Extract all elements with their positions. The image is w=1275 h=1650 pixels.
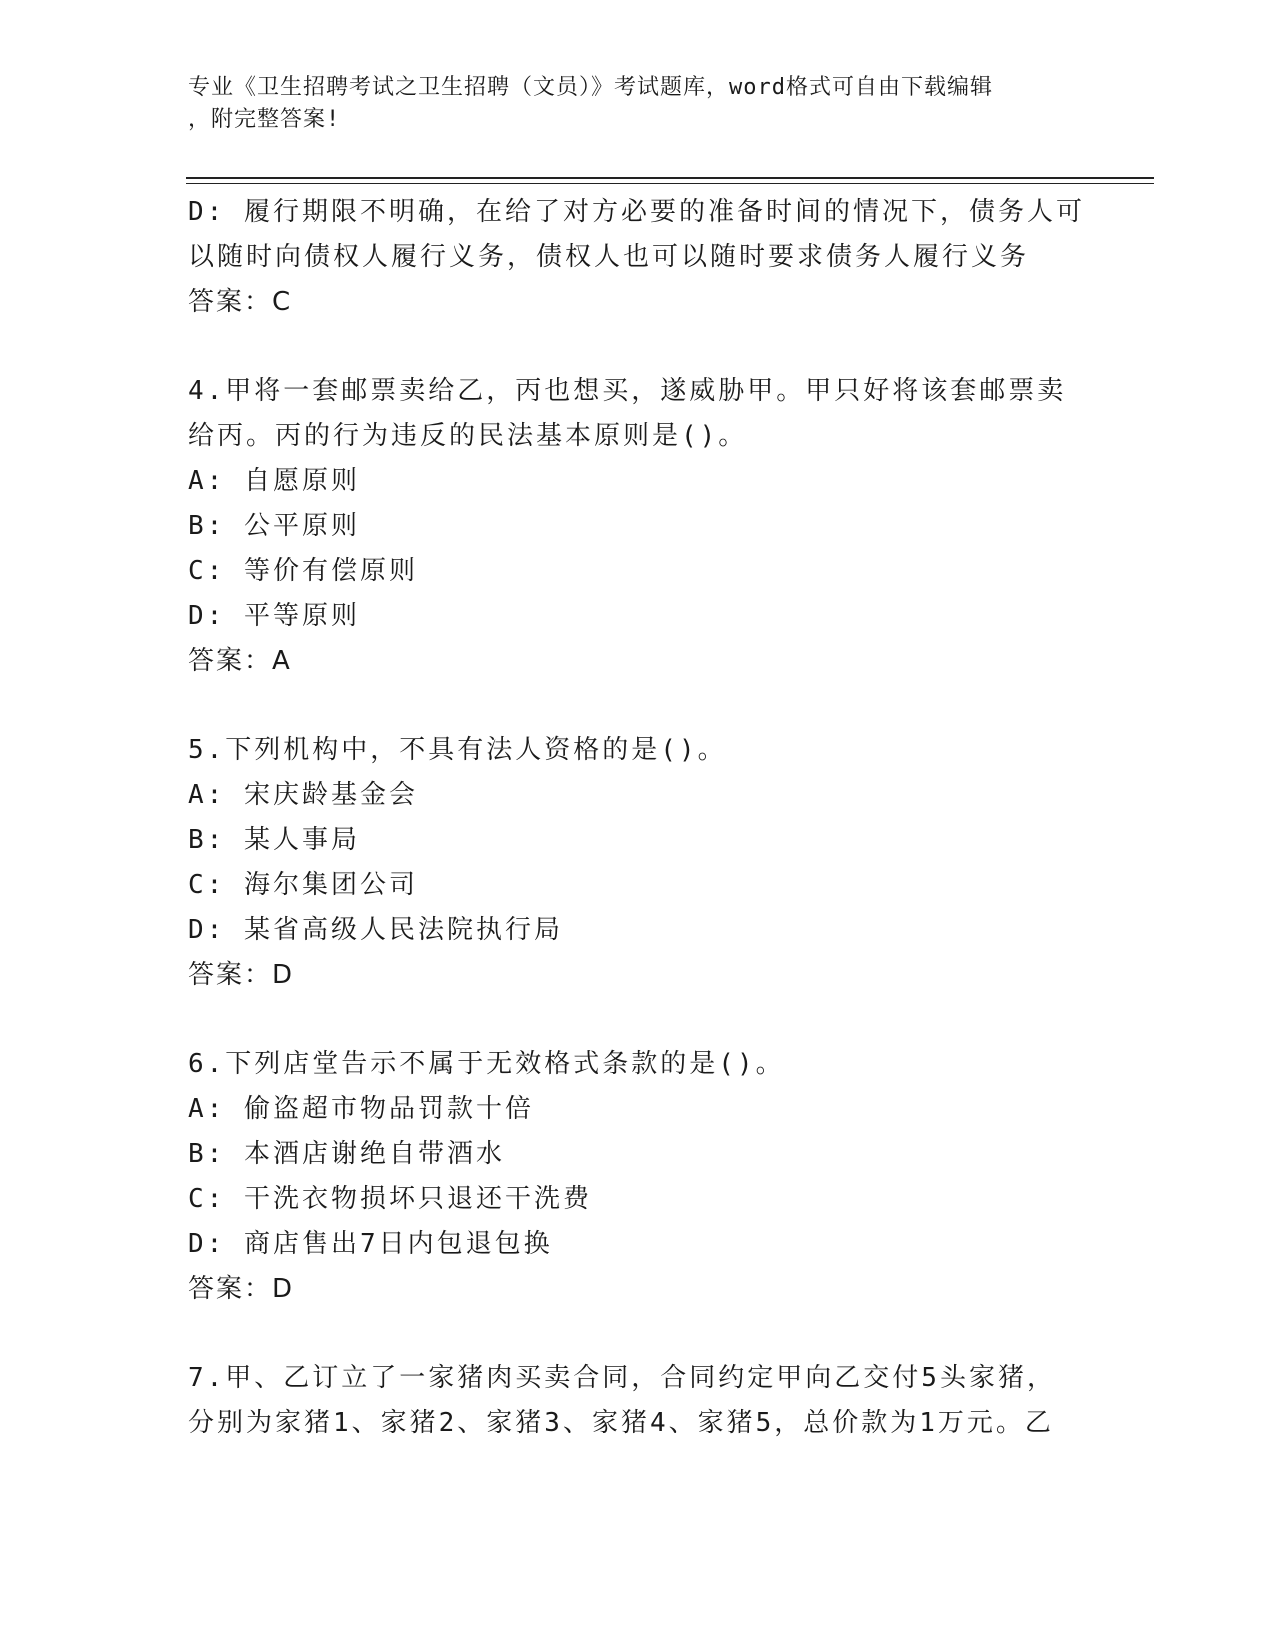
question-5 [188, 728, 1088, 998]
question-stem-line-2: 分别为家猪1、家猪2、家猪3、家猪4、家猪5，总价款为1万元。乙 [188, 1408, 1054, 1438]
header-line-1: 专业《卫生招聘考试之卫生招聘（文员）》考试题库，word格式可自由下载编辑 [188, 75, 993, 100]
option-b: B: 本酒店谢绝自带酒水 [188, 1139, 505, 1169]
question-stem-line-1: 5.下列机构中，不具有法人资格的是()。 [188, 735, 727, 765]
option-c: C: 海尔集团公司 [188, 870, 418, 900]
answer-line: 答案：D [188, 1274, 295, 1304]
option-c: C: 干洗衣物损坏只退还干洗费 [188, 1184, 592, 1214]
option-d-line-1: D: 履行期限不明确，在给了对方必要的准备时间的情况下，债务人可 [188, 197, 1085, 227]
option-a: A: 偷盗超市物品罚款十倍 [188, 1094, 534, 1124]
header-rule-thick [186, 177, 1154, 179]
option-a: A: 自愿原则 [188, 466, 360, 496]
option-d: D: 平等原则 [188, 601, 360, 631]
header-line-2: ，附完整答案! [188, 107, 341, 132]
document-header [188, 72, 1088, 136]
answer-line: 答案：D [188, 960, 295, 990]
option-a: A: 宋庆龄基金会 [188, 780, 418, 810]
option-c: C: 等价有偿原则 [188, 556, 418, 586]
answer-line: 答案：A [188, 646, 292, 676]
question-6 [188, 1042, 1088, 1312]
option-b: B: 某人事局 [188, 825, 360, 855]
question-stem-line-2: 给丙。丙的行为违反的民法基本原则是()。 [188, 421, 748, 451]
question-7 [188, 1356, 1088, 1446]
option-d-line-2: 以随时向债权人履行义务，债权人也可以随时要求债务人履行义务 [188, 242, 1030, 272]
question-stem-line-1: 7.甲、乙订立了一家猪肉买卖合同，合同约定甲向乙交付5头家猪， [188, 1363, 1056, 1393]
document-body [188, 190, 1088, 1446]
question-stem-line-1: 4.甲将一套邮票卖给乙，丙也想买，遂威胁甲。甲只好将该套邮票卖 [188, 376, 1067, 406]
option-d: D: 商店售出7日内包退包换 [188, 1229, 553, 1259]
header-rule-thin [186, 183, 1154, 184]
answer-line: 答案：C [188, 287, 293, 317]
option-b: B: 公平原则 [188, 511, 360, 541]
option-d: D: 某省高级人民法院执行局 [188, 915, 563, 945]
prev-question-tail [188, 190, 1088, 325]
question-4 [188, 369, 1088, 684]
question-stem-line-1: 6.下列店堂告示不属于无效格式条款的是()。 [188, 1049, 785, 1079]
